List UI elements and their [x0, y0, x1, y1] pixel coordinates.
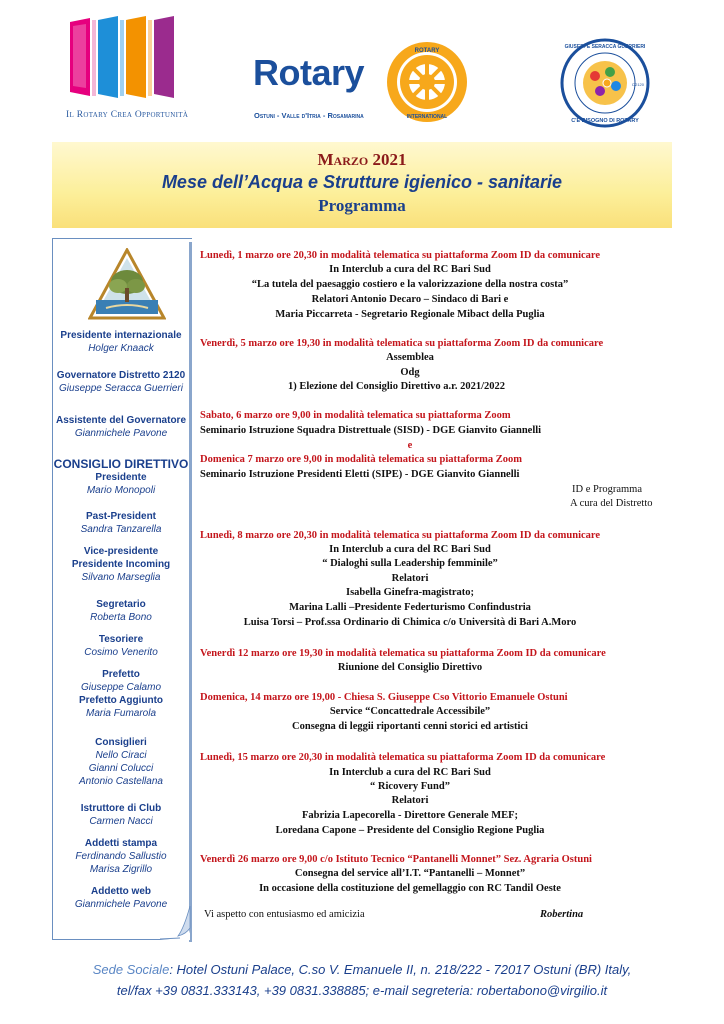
rotary-wordmark: Rotary [253, 52, 365, 93]
event-3-head-2: Domenica 7 marzo ore 9,00 in modalità telematica su piattaforma Zoom [200, 454, 523, 465]
sb-addetti-stampa: Addetti stampa Ferdinando Sallustio Marisa Zigrillo [75, 838, 167, 875]
event-3-line-1: Seminario Istruzione Squadra Distrettuale (SISD) - DGE Gianvito Giannelli [200, 425, 542, 436]
club-subtitle: Ostuni - Valle d'Itria - Rosamarina [254, 111, 364, 120]
event-8-line-1: Consegna del service all’I.T. “Pantanelli – Monnet” [294, 868, 526, 879]
banner-theme: Mese dell’Acqua e Strutture igienico - sanitarie [161, 172, 563, 192]
event-5-head: Venerdì 12 marzo ore 19,30 in modalità telematica su piattaforma Zoom ID da comunicare [200, 648, 606, 659]
sb-governatore: Governatore Distretto 2120 Giuseppe Seracca Guerrieri [56, 370, 186, 394]
closing-text: Vi aspetto con entusiasmo ed amicizia [204, 909, 365, 920]
event-6-line-2: Consegna di leggii riportanti cenni storici ed artistici [292, 721, 528, 732]
event-2-line-1: Assemblea [386, 352, 434, 363]
event-1-line-1: In Interclub a cura del RC Bari Sud [329, 264, 491, 275]
banner-month: Marzo 2021 [317, 150, 407, 169]
event-1-head: Lunedì, 1 marzo ore 20,30 in modalità telematica su piattaforma Zoom ID da comunicare [200, 250, 601, 261]
event-3-note-2: A cura del Distretto [570, 498, 653, 509]
event-7-line-4: Fabrizia Lapecorella - Direttore Generale MEF; [301, 810, 519, 821]
event-3-note-1: ID e Programma [572, 484, 642, 495]
event-4-line-6: Luisa Torsi – Prof.ssa Ordinario di Chimica c/o Università di Bari A.Moro [243, 617, 577, 628]
event-7-head: Lunedì, 15 marzo ore 20,30 in modalità telematica su piattaforma Zoom ID da comunicare [200, 752, 606, 763]
sb-consiglio-direttivo: CONSIGLIO DIRETTIVO Presidente Mario Monopoli [53, 457, 189, 496]
banner-programma: Programma [318, 196, 406, 215]
footer-address [0, 962, 724, 977]
seal-bottom-text: C'È BISOGNO DI ROTARY [571, 118, 639, 124]
sb-presidente-internazionale: Presidente internazionale Holger Knaack [60, 330, 182, 354]
signature: Robertina [540, 909, 584, 920]
wheel-bottom-text: INTERNATIONAL [406, 114, 448, 120]
event-6-line-1: Service “Concattedrale Accessibile” [329, 706, 491, 717]
footer-address-text: : Hotel Ostuni Palace, C.so V. Emanuele II, n. 218/222 - 72017 Ostuni (BR) Italy, [169, 962, 632, 977]
governor-seal [560, 38, 650, 128]
event-2-line-3: 1) Elezione del Consiglio Direttivo a.r. 2021/2022 [288, 381, 505, 392]
event-4-line-5: Marina Lalli –Presidente Federturismo Confindustria [289, 602, 531, 613]
event-7-line-5: Loredana Capone – Presidente del Consiglio Regione Puglia [275, 825, 545, 836]
event-1-line-3: Relatori Antonio Decaro – Sindaco di Bari e [311, 294, 509, 305]
event-8-head: Venerdì 26 marzo ore 9,00 c/o Istituto Tecnico “Pantanelli Monnet” Sez. Agraria Ostuni [200, 854, 592, 865]
doors-logo [68, 14, 178, 100]
sb-assistente: Assistente del Governatore Gianmichele Pavone [55, 415, 187, 439]
event-3-line-2: Seminario Istruzione Presidenti Eletti (SIPE) - DGE Gianvito Giannelli [200, 469, 520, 480]
seal-right-text: D2120 [632, 82, 644, 87]
event-4-line-4: Isabella Ginefra-magistrato; [345, 587, 475, 598]
footer-contacts: tel/fax +39 0831.333143, +39 0831.338885; e-mail segreteria: robertabono@virgilio.it [116, 983, 608, 998]
wheel-top-text: ROTARY [414, 48, 440, 54]
event-7-line-3: Relatori [391, 795, 429, 806]
seal-top-text: GIUSEPPE SERACCA GUERRIERI [564, 44, 646, 50]
sb-istruttore: Istruttore di Club Carmen Nacci [80, 803, 162, 827]
event-4-head: Lunedì, 8 marzo ore 20,30 in modalità telematica su piattaforma Zoom ID da comunicare [200, 530, 601, 541]
tagline: Il Rotary Crea Opportunità [66, 110, 189, 120]
sb-tesoriere: Tesoriere Cosimo Venerito [84, 634, 158, 658]
event-1-line-2: “La tutela del paesaggio costiero e la valorizzazione della nostra costa” [251, 279, 569, 290]
event-3-head: Sabato, 6 marzo ore 9,00 in modalità telematica su piattaforma Zoom [200, 410, 511, 421]
rotary-wheel-icon [385, 40, 469, 124]
event-4-line-3: Relatori [391, 573, 429, 584]
event-4-line-1: In Interclub a cura del RC Bari Sud [329, 544, 491, 555]
event-3-joiner: e [407, 440, 413, 451]
event-7-line-2: “ Ricovery Fund” [370, 781, 450, 792]
page-curl-icon [160, 906, 194, 940]
event-7-line-1: In Interclub a cura del RC Bari Sud [329, 767, 491, 778]
sb-vice-presidente: Vice-presidente Presidente Incoming Silvano Marseglia [71, 546, 171, 583]
event-6-head: Domenica, 14 marzo ore 19,00 - Chiesa S. Giuseppe Cso Vittorio Emanuele Ostuni [200, 692, 568, 703]
club-emblem [88, 248, 166, 320]
sb-past-president: Past-President Sandra Tanzarella [80, 511, 162, 535]
sb-consiglieri: Consiglieri Nello Ciraci Gianni Colucci Antonio Castellana [79, 737, 163, 787]
sb-segretario: Segretario Roberta Bono [90, 599, 152, 623]
sb-prefetto: Prefetto Giuseppe Calamo Prefetto Aggiunto Maria Fumarola [78, 669, 164, 719]
event-2-head: Venerdì, 5 marzo ore 19,30 in modalità telematica su piattaforma Zoom ID da comunicare [200, 338, 604, 349]
event-1-line-4: Maria Piccarreta - Segretario Regionale Mibact della Puglia [275, 309, 545, 320]
month-banner [52, 142, 672, 228]
sb-addetto-web: Addetto web Gianmichele Pavone [74, 886, 168, 910]
event-4-line-2: “ Dialoghi sulla Leadership femminile” [322, 558, 498, 569]
event-2-line-2: Odg [400, 367, 420, 378]
footer-label: Sede Sociale [92, 962, 170, 977]
event-8-line-2: In occasione della costituzione del gemellaggio con RC Tandil Oeste [259, 883, 561, 894]
event-5-line-1: Riunione del Consiglio Direttivo [337, 662, 483, 673]
